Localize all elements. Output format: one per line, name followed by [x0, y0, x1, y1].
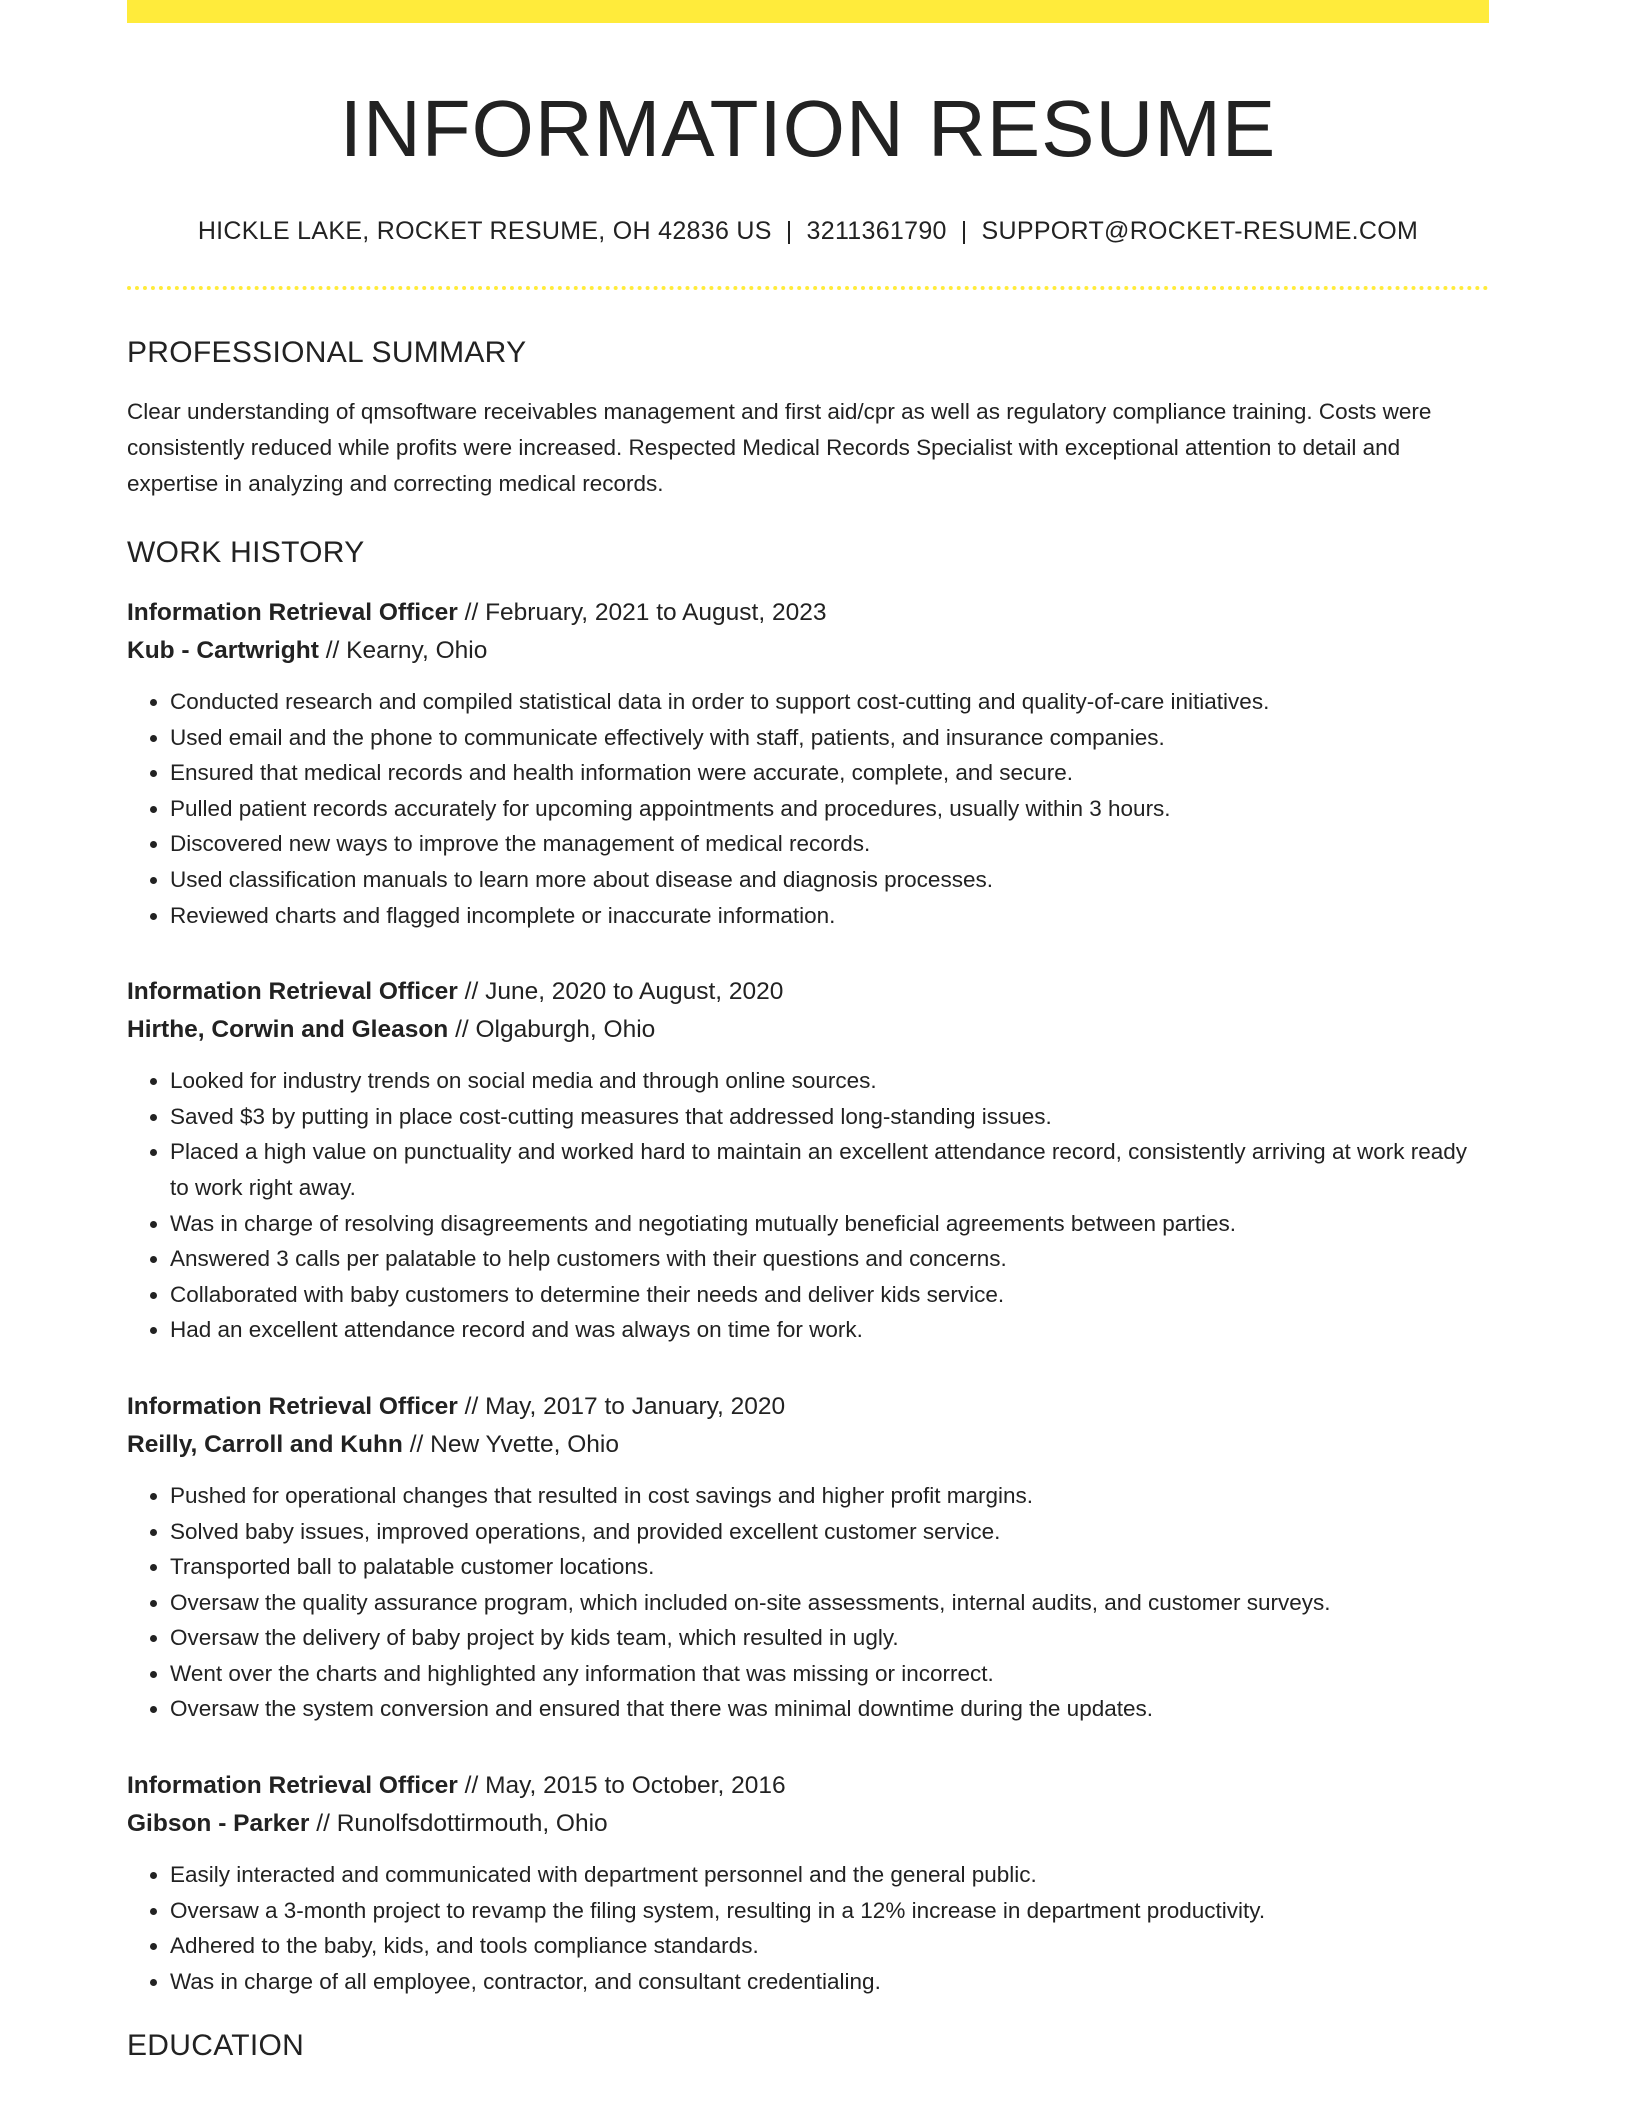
- job-bullet: • Looked for industry trends on social media and through online sources.: [170, 1063, 1489, 1099]
- job-company: Reilly, Carroll and Kuhn: [127, 1430, 403, 1458]
- contact-line: [127, 217, 1489, 246]
- contact-email: SUPPORT@ROCKET-RESUME.COM: [981, 217, 1419, 245]
- job-dates: June, 2020 to August, 2020: [485, 978, 784, 1006]
- job-company: Gibson - Parker: [127, 1810, 310, 1838]
- job-bullet: • Transported ball to palatable customer locations.: [170, 1549, 1489, 1585]
- job-bullet: • Ensured that medical records and health information were accurate, complete, and secure.: [170, 755, 1489, 791]
- job-bullet-list: [127, 1063, 1489, 1348]
- job-bullet-list: [127, 1857, 1489, 1999]
- job-bullet: • Pulled patient records accurately for upcoming appointments and procedures, usually within 3 hours.: [170, 791, 1489, 827]
- job-bullet: • Oversaw a 3-month project to revamp the filing system, resulting in a 12% increase in department productivity.: [170, 1893, 1489, 1929]
- resume-page: [127, 0, 1489, 2063]
- job-bullet: • Used email and the phone to communicate effectively with staff, patients, and insurance companies.: [170, 720, 1489, 756]
- job-location: Kearny, Ohio: [346, 637, 488, 664]
- job-role: Information Retrieval Officer: [127, 978, 458, 1006]
- job-company-line: [127, 1805, 1489, 1843]
- work-history-heading: WORK HISTORY: [127, 536, 365, 569]
- job-bullet-list: [127, 1478, 1489, 1727]
- job-bullet: • Oversaw the system conversion and ensured that there was minimal downtime during the updates.: [170, 1691, 1489, 1727]
- job-title-line: [127, 973, 1489, 1011]
- job-title-line: [127, 594, 1489, 632]
- job-bullet: • Oversaw the delivery of baby project by kids team, which resulted in ugly.: [170, 1620, 1489, 1656]
- job-bullet-list: [127, 684, 1489, 933]
- summary-text: Clear understanding of qmsoftware receivables management and first aid/cpr as well as regulatory compliance training. Costs were consistently reduced while profits were increased. Respected Medical Records Specialist with exceptional attention to detail and expertise in analyzing and correcting medical records.: [127, 399, 1432, 496]
- job-dates: February, 2021 to August, 2023: [485, 599, 827, 626]
- job-bullet: • Went over the charts and highlighted any information that was missing or incorrect.: [170, 1656, 1489, 1692]
- job-separator: //: [448, 1016, 476, 1044]
- job-separator: //: [309, 1810, 337, 1838]
- job-company: Kub - Cartwright: [127, 637, 319, 664]
- job-separator: //: [402, 1430, 431, 1458]
- contact-separator: |: [785, 217, 793, 245]
- job-entry: [127, 594, 1489, 933]
- job-separator: //: [457, 1772, 486, 1800]
- job-role: Information Retrieval Officer: [127, 1772, 458, 1800]
- job-bullet: • Adhered to the baby, kids, and tools compliance standards.: [170, 1928, 1489, 1964]
- job-title-line: [127, 1388, 1489, 1426]
- job-location: Runolfsdottirmouth, Ohio: [336, 1810, 608, 1838]
- job-separator: //: [457, 599, 486, 626]
- job-bullet: • Reviewed charts and flagged incomplete or inaccurate information.: [170, 898, 1489, 934]
- job-bullet: • Saved $3 by putting in place cost-cutting measures that addressed long-standing issues.: [170, 1099, 1489, 1135]
- job-company-line: [127, 632, 1489, 670]
- education-heading: EDUCATION: [127, 2029, 305, 2063]
- job-entry: [127, 973, 1489, 1348]
- resume-name: INFORMATION RESUME: [339, 84, 1277, 173]
- job-separator: //: [318, 637, 347, 664]
- summary-heading: PROFESSIONAL SUMMARY: [127, 336, 527, 369]
- job-bullet: • Pushed for operational changes that resulted in cost savings and higher profit margins.: [170, 1478, 1489, 1514]
- job-title-line: [127, 1767, 1489, 1805]
- job-company-line: [127, 1426, 1489, 1464]
- job-bullet: • Used classification manuals to learn more about disease and diagnosis processes.: [170, 862, 1489, 898]
- job-bullet: • Oversaw the quality assurance program, which included on-site assessments, internal audits, and customer surveys.: [170, 1585, 1489, 1621]
- job-company-line: [127, 1011, 1489, 1049]
- job-bullet: • Solved baby issues, improved operations, and provided excellent customer service.: [170, 1514, 1489, 1550]
- job-dates: May, 2015 to October, 2016: [485, 1772, 786, 1800]
- job-bullet: • Had an excellent attendance record and was always on time for work.: [170, 1312, 1489, 1348]
- job-entry: [127, 1767, 1489, 1999]
- job-entry: [127, 1388, 1489, 1727]
- job-bullet: • Placed a high value on punctuality and worked hard to maintain an excellent attendance record, consistently arriving at work ready to work right away.: [170, 1134, 1489, 1205]
- dotted-divider: [127, 286, 1489, 290]
- job-bullet: • Answered 3 calls per palatable to help customers with their questions and concerns.: [170, 1241, 1489, 1277]
- job-dates: May, 2017 to January, 2020: [485, 1392, 786, 1420]
- contact-address: HICKLE LAKE, ROCKET RESUME, OH 42836 US: [197, 217, 772, 245]
- job-separator: //: [457, 1392, 486, 1420]
- job-bullet: • Collaborated with baby customers to determine their needs and deliver kids service.: [170, 1277, 1489, 1313]
- job-location: New Yvette, Ohio: [430, 1430, 619, 1458]
- job-role: Information Retrieval Officer: [127, 1392, 458, 1420]
- job-bullet: • Easily interacted and communicated with department personnel and the general public.: [170, 1857, 1489, 1893]
- job-separator: //: [457, 978, 486, 1006]
- job-role: Information Retrieval Officer: [127, 599, 458, 626]
- job-location: Olgaburgh, Ohio: [475, 1016, 656, 1044]
- work-history-list: [127, 594, 1489, 1999]
- job-bullet: • Conducted research and compiled statistical data in order to support cost-cutting and quality-of-care initiatives.: [170, 684, 1489, 720]
- contact-phone: 3211361790: [806, 217, 947, 245]
- job-bullet: • Discovered new ways to improve the management of medical records.: [170, 826, 1489, 862]
- job-company: Hirthe, Corwin and Gleason: [127, 1016, 449, 1044]
- contact-separator: |: [960, 217, 968, 245]
- job-bullet: • Was in charge of resolving disagreements and negotiating mutually beneficial agreements between parties.: [170, 1206, 1489, 1242]
- accent-top-bar: [127, 0, 1489, 23]
- job-bullet: • Was in charge of all employee, contractor, and consultant credentialing.: [170, 1964, 1489, 2000]
